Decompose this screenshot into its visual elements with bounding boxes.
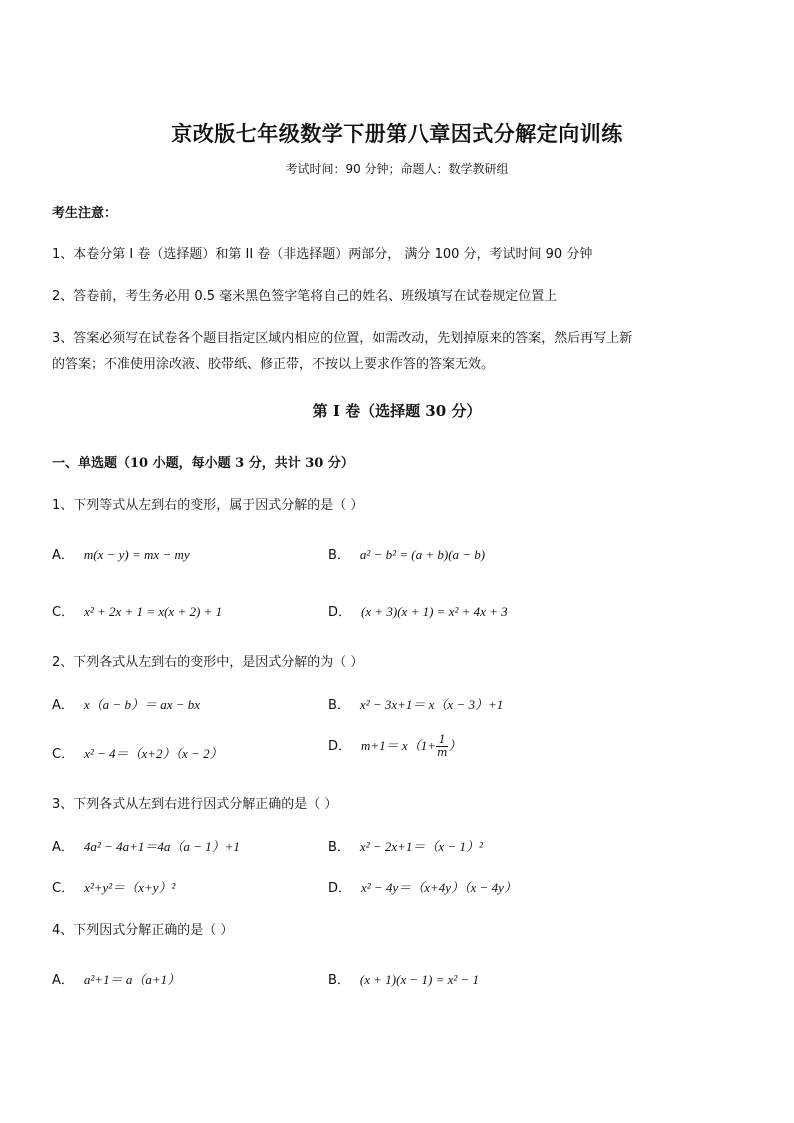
question-2-stem: 2、下列各式从左到右的变形中，是因式分解的为（ ） xyxy=(52,655,364,670)
option-text-post: ） xyxy=(448,738,462,753)
part-1-title: 一、单选题（10 小题，每小题 3 分，共计 30 分） xyxy=(52,456,354,471)
option-text: a² − b² = (a + b)(a − b) xyxy=(359,547,486,562)
option-text: 4a² − 4a+1＝4a（a − 1）+1 xyxy=(83,839,240,854)
option-label: A． xyxy=(52,840,74,855)
option-label: A． xyxy=(52,973,74,988)
option-label: D． xyxy=(328,881,352,896)
option-text-pre: m+1＝ x（1+ xyxy=(361,738,436,753)
option-text: x² − 2x+1＝（x − 1）² xyxy=(359,839,483,854)
option-label: B． xyxy=(328,548,350,563)
notice-item-3: 3、答案必须写在试卷各个题目指定区域内相应的位置，如需改动，先划掉原来的答案，然后再写上新 xyxy=(52,331,633,346)
question-4-option-b xyxy=(328,969,479,988)
option-text: (x + 3)(x + 1) = x² + 4x + 3 xyxy=(361,604,508,619)
option-text: x² + 2x + 1 = x(x + 2) + 1 xyxy=(84,604,223,619)
question-3-option-b xyxy=(328,836,483,855)
question-4-stem: 4、下列因式分解正确的是（ ） xyxy=(52,923,234,938)
option-text: x² − 4y＝（x+4y）（x − 4y） xyxy=(361,880,517,895)
question-3-option-d xyxy=(328,877,517,896)
question-2-option-d xyxy=(328,734,461,759)
question-1-option-b xyxy=(328,544,485,563)
option-label: C． xyxy=(52,881,75,896)
option-label: D． xyxy=(328,605,352,620)
notice-heading: 考生注意： xyxy=(52,206,118,221)
fraction-denominator: m xyxy=(436,746,448,759)
option-label: B． xyxy=(328,840,350,855)
question-2-option-a xyxy=(52,694,200,713)
question-1-option-a xyxy=(52,544,190,563)
question-1-stem: 1、下列等式从左到右的变形，属于因式分解的是（ ） xyxy=(52,498,364,513)
fraction-numerator: 1 xyxy=(436,734,448,747)
option-text: m(x − y) = mx − my xyxy=(83,547,190,562)
option-text: a²+1＝ a（a+1） xyxy=(83,972,181,987)
fraction xyxy=(436,734,448,759)
option-label: B． xyxy=(328,973,350,988)
question-3-option-c xyxy=(52,877,175,896)
question-1-option-c xyxy=(52,601,222,620)
option-label: A． xyxy=(52,698,74,713)
question-4-option-a xyxy=(52,969,180,988)
question-2-option-b xyxy=(328,694,503,713)
option-label: C． xyxy=(52,747,75,762)
question-3-stem: 3、下列各式从左到右进行因式分解正确的是（ ） xyxy=(52,797,338,812)
option-label: C． xyxy=(52,605,75,620)
option-text: x² − 3x+1＝ x（x − 3）+1 xyxy=(359,697,504,712)
section-1-title: 第 I 卷（选择题 30 分） xyxy=(312,402,482,420)
notice-item-3-cont: 的答案；不准使用涂改液、胶带纸、修正带，不按以上要求作答的答案无效。 xyxy=(52,357,495,372)
option-text: x² − 4＝（x+2）（x − 2） xyxy=(84,746,223,761)
question-2-option-c xyxy=(52,743,223,762)
option-text: x（a − b）＝ ax − bx xyxy=(83,697,201,712)
question-1-option-d xyxy=(328,601,508,620)
exam-subtitle: 考试时间：90 分钟；命题人：数学教研组 xyxy=(285,162,509,176)
option-text: x²+y²＝（x+y）² xyxy=(84,880,176,895)
notice-item-1: 1、本卷分第 I 卷（选择题）和第 II 卷（非选择题）两部分， 满分 100 分，考试时间 90 分钟 xyxy=(52,247,593,262)
option-text: (x + 1)(x − 1) = x² − 1 xyxy=(359,972,480,987)
option-label: B． xyxy=(328,698,350,713)
option-label: A． xyxy=(52,548,74,563)
option-label: D． xyxy=(328,739,352,754)
exam-title: 京改版七年级数学下册第八章因式分解定向训练 xyxy=(171,121,623,146)
question-3-option-a xyxy=(52,836,240,855)
notice-item-2: 2、答卷前，考生务必用 0.5 毫米黑色签字笔将自己的姓名、班级填写在试卷规定位置上 xyxy=(52,289,558,304)
